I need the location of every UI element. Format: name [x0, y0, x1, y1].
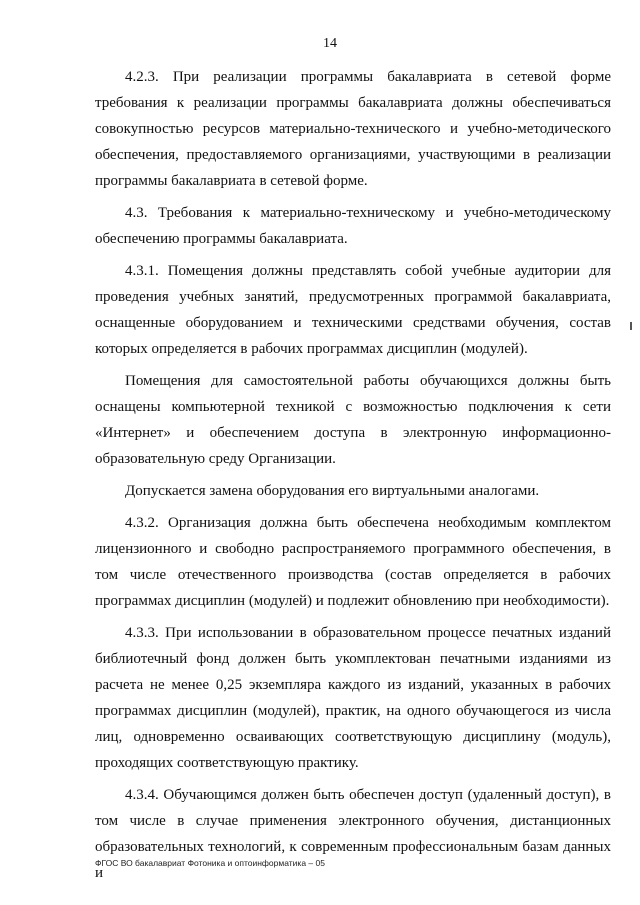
paragraph-4-2-3: 4.2.3. При реализации программы бакалавриата в сетевой форме требования к реализации программы бакалавриата должны обеспечиваться совокупностью ресурсов материально-технического и учебно-методического обеспечения, предоставляемого организациями, участвующими в реализации программы бакалавриата в сетевой форме. — [95, 69, 611, 189]
paragraph-virtual-analogs: Допускается замена оборудования его виртуальными аналогами. — [125, 483, 540, 499]
paragraph-4-3: 4.3. Требования к материально-техническому и учебно-методическому обеспечению программы бакалавриата. — [95, 205, 611, 247]
paragraph-4-3-2: 4.3.2. Организация должна быть обеспечена необходимым комплектом лицензионного и свободно распространяемого программного обеспечения, в том числе отечественного производства (состав определяется в рабочих программах дисциплин (модулей) и подлежит обновлению при необходимости). — [95, 515, 611, 609]
paragraph-4-3-1: 4.3.1. Помещения должны представлять собой учебные аудитории для проведения учебных занятий, предусмотренных программой бакалавриата, оснащенные оборудованием и техническими средствами обучения, состав которых определяется в рабочих программах дисциплин (модулей). — [95, 263, 611, 357]
scan-artifact — [630, 322, 632, 330]
paragraph-self-study-rooms: Помещения для самостоятельной работы обучающихся должны быть оснащены компьютерной техникой с возможностью подключения к сети «Интернет» и обеспечением доступа в электронную информационно-образовательную среду Организации. — [95, 373, 611, 467]
footer-text: ФГОС ВО бакалавриат Фотоника и оптоинформатика – 05 — [95, 858, 325, 868]
paragraph-4-3-4: 4.3.4. Обучающимся должен быть обеспечен доступ (удаленный доступ), в том числе в случае применения электронного обучения, дистанционных образовательных технологий, к современным профессиональным базам данных и — [95, 787, 611, 881]
document-body — [95, 64, 611, 892]
page-number: 14 — [323, 36, 337, 51]
paragraph-4-3-3: 4.3.3. При использовании в образовательном процессе печатных изданий библиотечный фонд должен быть укомплектован печатными изданиями из расчета не менее 0,25 экземпляра каждого из изданий, указанных в рабочих программах дисциплин (модулей), практик, на одного обучающегося из числа лиц, одновременно осваивающих соответствующую дисциплину (модуль), проходящих соответствующую практику. — [95, 625, 611, 771]
